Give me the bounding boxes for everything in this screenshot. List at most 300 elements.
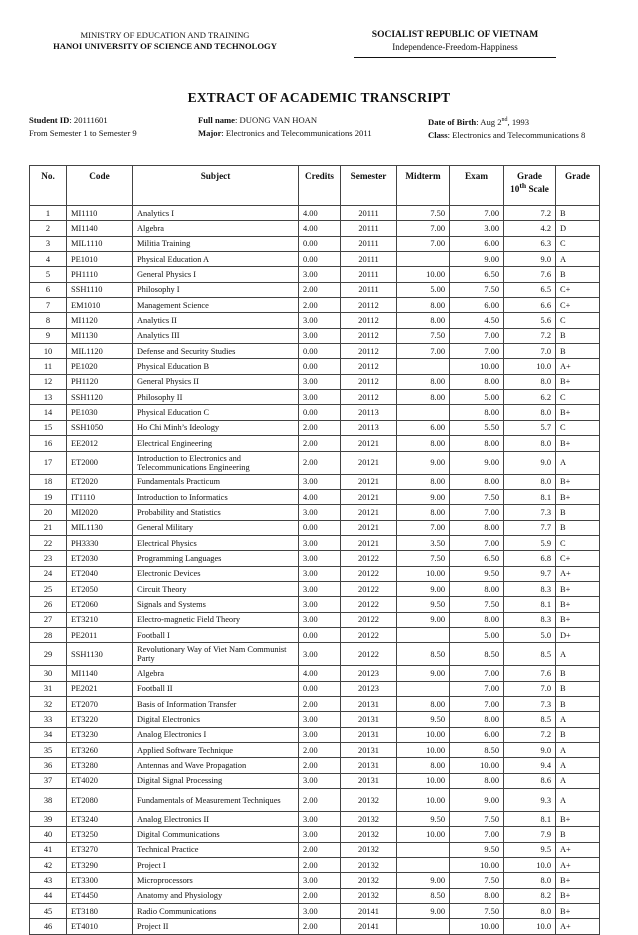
cell-grade: B xyxy=(556,681,600,696)
cell-no: 41 xyxy=(30,842,67,857)
cell-no: 28 xyxy=(30,627,67,642)
cell-semester: 20132 xyxy=(341,888,397,903)
cell-credits: 2.00 xyxy=(299,758,341,773)
col-midterm-header: Midterm xyxy=(397,166,450,206)
cell-credits: 4.00 xyxy=(299,666,341,681)
cell-grade: A xyxy=(556,643,600,666)
cell-midterm: 9.50 xyxy=(397,712,450,727)
table-row xyxy=(30,298,600,313)
cell-subject: Microprocessors xyxy=(133,873,299,888)
cell-semester: 20112 xyxy=(341,374,397,389)
cell-grade10: 6.3 xyxy=(504,236,556,251)
cell-grade10: 8.1 xyxy=(504,489,556,504)
cell-exam: 6.00 xyxy=(450,727,504,742)
cell-code: SSH1120 xyxy=(67,390,133,405)
cell-midterm: 8.00 xyxy=(397,313,450,328)
cell-grade: B xyxy=(556,520,600,535)
university-name: HANOI UNIVERSITY OF SCIENCE AND TECHNOLOGY xyxy=(53,41,277,51)
col-exam-header: Exam xyxy=(450,166,504,206)
cell-semester: 20132 xyxy=(341,842,397,857)
student-id-label: Student ID xyxy=(29,115,70,125)
cell-semester: 20141 xyxy=(341,919,397,934)
cell-code: ET2000 xyxy=(67,451,133,474)
cell-no: 24 xyxy=(30,566,67,581)
cell-semester: 20131 xyxy=(341,758,397,773)
cell-semester: 20131 xyxy=(341,696,397,711)
cell-midterm xyxy=(397,627,450,642)
cell-subject: Introduction to Informatics xyxy=(133,489,299,504)
cell-no: 3 xyxy=(30,236,67,251)
table-row xyxy=(30,904,600,919)
cell-grade: A xyxy=(556,743,600,758)
cell-midterm xyxy=(397,842,450,857)
cell-no: 5 xyxy=(30,267,67,282)
cell-semester: 20111 xyxy=(341,252,397,267)
cell-no: 43 xyxy=(30,873,67,888)
cell-exam: 7.50 xyxy=(450,282,504,297)
table-row xyxy=(30,842,600,857)
cell-exam: 8.00 xyxy=(450,581,504,596)
cell-credits: 2.00 xyxy=(299,451,341,474)
cell-semester: 20112 xyxy=(341,313,397,328)
cell-exam: 8.50 xyxy=(450,743,504,758)
cell-code: MI1140 xyxy=(67,221,133,236)
cell-midterm: 9.00 xyxy=(397,581,450,596)
cell-midterm: 8.00 xyxy=(397,474,450,489)
cell-no: 32 xyxy=(30,696,67,711)
cell-subject: Digital Signal Processing xyxy=(133,773,299,788)
cell-grade10: 5.9 xyxy=(504,535,556,550)
table-row xyxy=(30,858,600,873)
cell-subject: Programming Languages xyxy=(133,551,299,566)
table-row xyxy=(30,643,600,666)
cell-subject: General Physics II xyxy=(133,374,299,389)
cell-semester: 20122 xyxy=(341,566,397,581)
cell-code: PE1010 xyxy=(67,252,133,267)
cell-semester: 20132 xyxy=(341,789,397,812)
table-row xyxy=(30,743,600,758)
cell-grade10: 7.2 xyxy=(504,727,556,742)
cell-exam: 7.00 xyxy=(450,505,504,520)
cell-exam: 10.00 xyxy=(450,758,504,773)
cell-no: 18 xyxy=(30,474,67,489)
cell-exam: 6.50 xyxy=(450,551,504,566)
cell-subject: Technical Practice xyxy=(133,842,299,857)
cell-midterm: 10.00 xyxy=(397,743,450,758)
cell-subject: Analytics III xyxy=(133,328,299,343)
cell-code: ET3220 xyxy=(67,712,133,727)
cell-no: 45 xyxy=(30,904,67,919)
table-header-row xyxy=(30,166,600,206)
cell-semester: 20132 xyxy=(341,873,397,888)
cell-code: ET4020 xyxy=(67,773,133,788)
cell-code: PH3330 xyxy=(67,535,133,550)
cell-midterm: 8.00 xyxy=(397,758,450,773)
cell-code: ET3300 xyxy=(67,873,133,888)
cell-grade10: 7.7 xyxy=(504,520,556,535)
cell-grade: A+ xyxy=(556,566,600,581)
cell-midterm: 8.00 xyxy=(397,374,450,389)
cell-grade10: 7.0 xyxy=(504,681,556,696)
cell-code: ET2060 xyxy=(67,597,133,612)
cell-grade: B+ xyxy=(556,873,600,888)
cell-grade10: 8.3 xyxy=(504,612,556,627)
cell-subject: Anatomy and Physiology xyxy=(133,888,299,903)
cell-grade: A xyxy=(556,789,600,812)
cell-midterm: 7.00 xyxy=(397,221,450,236)
cell-grade10: 8.0 xyxy=(504,405,556,420)
cell-grade: C xyxy=(556,420,600,435)
table-row xyxy=(30,374,600,389)
cell-credits: 3.00 xyxy=(299,904,341,919)
cell-exam: 8.00 xyxy=(450,612,504,627)
cell-exam: 5.00 xyxy=(450,390,504,405)
cell-code: MI1130 xyxy=(67,328,133,343)
cell-midterm: 10.00 xyxy=(397,789,450,812)
cell-grade: B+ xyxy=(556,888,600,903)
cell-grade: B+ xyxy=(556,581,600,596)
cell-no: 2 xyxy=(30,221,67,236)
cell-semester: 20121 xyxy=(341,520,397,535)
cell-grade: C xyxy=(556,313,600,328)
cell-credits: 3.00 xyxy=(299,390,341,405)
cell-no: 36 xyxy=(30,758,67,773)
class-label: Class xyxy=(428,129,448,140)
cell-exam: 8.00 xyxy=(450,773,504,788)
table-row xyxy=(30,436,600,451)
cell-code: PH1110 xyxy=(67,267,133,282)
table-row xyxy=(30,812,600,827)
cell-grade: B+ xyxy=(556,597,600,612)
cell-exam: 6.50 xyxy=(450,267,504,282)
cell-midterm: 10.00 xyxy=(397,827,450,842)
cell-exam: 3.00 xyxy=(450,221,504,236)
table-row xyxy=(30,474,600,489)
cell-semester: 20122 xyxy=(341,643,397,666)
cell-grade: B xyxy=(556,666,600,681)
cell-grade: B+ xyxy=(556,489,600,504)
cell-code: MI1110 xyxy=(67,206,133,221)
table-row xyxy=(30,627,600,642)
cell-midterm: 9.00 xyxy=(397,666,450,681)
cell-code: ET3290 xyxy=(67,858,133,873)
cell-midterm: 8.00 xyxy=(397,505,450,520)
cell-semester: 20112 xyxy=(341,359,397,374)
cell-midterm: 8.00 xyxy=(397,436,450,451)
cell-midterm: 8.50 xyxy=(397,643,450,666)
cell-grade: B xyxy=(556,206,600,221)
cell-credits: 0.00 xyxy=(299,520,341,535)
col-subject-header: Subject xyxy=(133,166,299,206)
cell-subject: Analog Electronics I xyxy=(133,727,299,742)
cell-midterm: 8.00 xyxy=(397,390,450,405)
cell-semester: 20113 xyxy=(341,405,397,420)
cell-midterm: 9.00 xyxy=(397,873,450,888)
cell-grade10: 8.0 xyxy=(504,873,556,888)
col-semester-header: Semester xyxy=(341,166,397,206)
cell-midterm xyxy=(397,681,450,696)
cell-exam: 9.00 xyxy=(450,252,504,267)
cell-subject: Signals and Systems xyxy=(133,597,299,612)
cell-grade: B+ xyxy=(556,812,600,827)
dob-year: , 1993 xyxy=(507,116,530,127)
cell-semester: 20132 xyxy=(341,858,397,873)
cell-semester: 20141 xyxy=(341,904,397,919)
dob-value: : Aug 2 xyxy=(476,116,502,127)
cell-grade10: 6.2 xyxy=(504,390,556,405)
cell-credits: 2.00 xyxy=(299,842,341,857)
cell-no: 26 xyxy=(30,597,67,612)
cell-grade: A xyxy=(556,451,600,474)
document-title: EXTRACT OF ACADEMIC TRANSCRIPT xyxy=(187,90,451,105)
table-row xyxy=(30,359,600,374)
cell-no: 1 xyxy=(30,206,67,221)
cell-midterm: 8.50 xyxy=(397,888,450,903)
major-label: Major xyxy=(198,128,222,138)
cell-grade: C+ xyxy=(556,282,600,297)
cell-subject: Defense and Security Studies xyxy=(133,344,299,359)
cell-no: 20 xyxy=(30,505,67,520)
cell-subject: Electrical Physics xyxy=(133,535,299,550)
cell-semester: 20131 xyxy=(341,727,397,742)
cell-no: 46 xyxy=(30,919,67,934)
cell-grade10: 6.6 xyxy=(504,298,556,313)
cell-semester: 20131 xyxy=(341,773,397,788)
cell-exam: 8.00 xyxy=(450,520,504,535)
cell-midterm: 7.00 xyxy=(397,520,450,535)
cell-midterm: 7.00 xyxy=(397,236,450,251)
cell-grade10: 10.0 xyxy=(504,359,556,374)
cell-midterm: 9.50 xyxy=(397,597,450,612)
cell-code: MI2020 xyxy=(67,505,133,520)
cell-credits: 3.00 xyxy=(299,727,341,742)
cell-grade: B xyxy=(556,505,600,520)
cell-grade10: 8.0 xyxy=(504,904,556,919)
cell-no: 8 xyxy=(30,313,67,328)
cell-code: MIL1130 xyxy=(67,520,133,535)
cell-no: 33 xyxy=(30,712,67,727)
table-row xyxy=(30,873,600,888)
republic-header xyxy=(350,29,560,53)
cell-code: ET3250 xyxy=(67,827,133,842)
cell-grade10: 9.0 xyxy=(504,451,556,474)
cell-grade10: 8.0 xyxy=(504,474,556,489)
cell-credits: 0.00 xyxy=(299,627,341,642)
cell-grade10: 8.0 xyxy=(504,436,556,451)
table-row xyxy=(30,681,600,696)
cell-semester: 20123 xyxy=(341,681,397,696)
cell-grade: B+ xyxy=(556,612,600,627)
table-row xyxy=(30,206,600,221)
cell-grade: B+ xyxy=(556,904,600,919)
cell-exam: 8.00 xyxy=(450,474,504,489)
col-grade10-header: Grade 10th Scale xyxy=(504,166,556,206)
table-row xyxy=(30,344,600,359)
cell-exam: 5.50 xyxy=(450,420,504,435)
cell-code: SSH1110 xyxy=(67,282,133,297)
cell-credits: 0.00 xyxy=(299,681,341,696)
cell-credits: 3.00 xyxy=(299,267,341,282)
cell-semester: 20122 xyxy=(341,612,397,627)
cell-grade10: 8.1 xyxy=(504,812,556,827)
cell-exam: 5.00 xyxy=(450,627,504,642)
cell-exam: 7.50 xyxy=(450,812,504,827)
cell-subject: Project I xyxy=(133,858,299,873)
cell-subject: Football II xyxy=(133,681,299,696)
cell-credits: 3.00 xyxy=(299,773,341,788)
cell-no: 39 xyxy=(30,812,67,827)
cell-midterm xyxy=(397,252,450,267)
cell-midterm: 8.00 xyxy=(397,298,450,313)
cell-grade10: 5.0 xyxy=(504,627,556,642)
cell-subject: Philosophy II xyxy=(133,390,299,405)
cell-exam: 8.00 xyxy=(450,374,504,389)
cell-code: PE1020 xyxy=(67,359,133,374)
cell-exam: 7.00 xyxy=(450,535,504,550)
cell-code: PE2021 xyxy=(67,681,133,696)
cell-subject: Introduction to Electronics and Telecommunications Engineering xyxy=(133,451,299,474)
cell-midterm: 3.50 xyxy=(397,535,450,550)
cell-subject: Radio Communications xyxy=(133,904,299,919)
cell-grade10: 9.3 xyxy=(504,789,556,812)
cell-no: 25 xyxy=(30,581,67,596)
cell-grade: B+ xyxy=(556,374,600,389)
table-row xyxy=(30,282,600,297)
cell-semester: 20111 xyxy=(341,236,397,251)
cell-midterm: 9.50 xyxy=(397,812,450,827)
cell-semester: 20111 xyxy=(341,267,397,282)
cell-credits: 3.00 xyxy=(299,712,341,727)
major-value: : Electronics and Telecommunications 2011 xyxy=(221,128,372,138)
cell-code: ET3240 xyxy=(67,812,133,827)
table-row xyxy=(30,666,600,681)
cell-semester: 20132 xyxy=(341,812,397,827)
cell-credits: 2.00 xyxy=(299,789,341,812)
table-row xyxy=(30,313,600,328)
cell-no: 38 xyxy=(30,789,67,812)
cell-grade: C+ xyxy=(556,298,600,313)
cell-exam: 10.00 xyxy=(450,359,504,374)
cell-credits: 0.00 xyxy=(299,359,341,374)
cell-subject: Antennas and Wave Propagation xyxy=(133,758,299,773)
cell-no: 29 xyxy=(30,643,67,666)
cell-exam: 7.50 xyxy=(450,873,504,888)
cell-subject: Probability and Statistics xyxy=(133,505,299,520)
table-row xyxy=(30,505,600,520)
cell-subject: Algebra xyxy=(133,221,299,236)
cell-code: ET3270 xyxy=(67,842,133,857)
cell-subject: Analytics II xyxy=(133,313,299,328)
cell-code: EE2012 xyxy=(67,436,133,451)
cell-grade10: 8.6 xyxy=(504,773,556,788)
table-row xyxy=(30,267,600,282)
cell-code: PE2011 xyxy=(67,627,133,642)
cell-exam: 7.00 xyxy=(450,344,504,359)
table-row xyxy=(30,520,600,535)
table-row xyxy=(30,566,600,581)
cell-grade10: 8.5 xyxy=(504,643,556,666)
cell-credits: 0.00 xyxy=(299,236,341,251)
col-code-header: Code xyxy=(67,166,133,206)
cell-code: ET2050 xyxy=(67,581,133,596)
cell-subject: Physical Education A xyxy=(133,252,299,267)
table-row xyxy=(30,696,600,711)
cell-no: 44 xyxy=(30,888,67,903)
cell-credits: 2.00 xyxy=(299,298,341,313)
cell-semester: 20113 xyxy=(341,420,397,435)
student-id-block xyxy=(29,114,137,140)
cell-grade10: 9.0 xyxy=(504,743,556,758)
cell-grade: B xyxy=(556,827,600,842)
cell-midterm: 9.00 xyxy=(397,451,450,474)
cell-credits: 2.00 xyxy=(299,888,341,903)
cell-credits: 2.00 xyxy=(299,743,341,758)
cell-exam: 6.00 xyxy=(450,298,504,313)
cell-no: 6 xyxy=(30,282,67,297)
cell-semester: 20121 xyxy=(341,451,397,474)
cell-semester: 20122 xyxy=(341,551,397,566)
cell-semester: 20131 xyxy=(341,743,397,758)
cell-exam: 9.00 xyxy=(450,451,504,474)
cell-subject: Fundamentals Practicum xyxy=(133,474,299,489)
cell-code: ET2070 xyxy=(67,696,133,711)
cell-subject: Management Science xyxy=(133,298,299,313)
table-row xyxy=(30,405,600,420)
cell-midterm xyxy=(397,919,450,934)
cell-credits: 3.00 xyxy=(299,812,341,827)
cell-grade: A xyxy=(556,773,600,788)
cell-exam: 9.00 xyxy=(450,789,504,812)
cell-credits: 3.00 xyxy=(299,328,341,343)
cell-grade: C+ xyxy=(556,551,600,566)
cell-exam: 8.50 xyxy=(450,643,504,666)
cell-grade: C xyxy=(556,236,600,251)
cell-code: PE1030 xyxy=(67,405,133,420)
cell-semester: 20121 xyxy=(341,535,397,550)
cell-code: ET2020 xyxy=(67,474,133,489)
table-row xyxy=(30,420,600,435)
table-row xyxy=(30,328,600,343)
table-row xyxy=(30,612,600,627)
table-row xyxy=(30,712,600,727)
cell-midterm: 8.00 xyxy=(397,696,450,711)
cell-exam: 7.00 xyxy=(450,328,504,343)
cell-semester: 20132 xyxy=(341,827,397,842)
table-row xyxy=(30,727,600,742)
cell-exam: 4.50 xyxy=(450,313,504,328)
cell-credits: 4.00 xyxy=(299,206,341,221)
cell-midterm: 10.00 xyxy=(397,566,450,581)
cell-grade10: 6.5 xyxy=(504,282,556,297)
full-name-label: Full name xyxy=(198,115,236,125)
cell-semester: 20112 xyxy=(341,328,397,343)
cell-semester: 20111 xyxy=(341,282,397,297)
cell-no: 15 xyxy=(30,420,67,435)
cell-grade10: 10.0 xyxy=(504,858,556,873)
cell-subject: Analog Electronics II xyxy=(133,812,299,827)
cell-grade10: 8.0 xyxy=(504,374,556,389)
cell-code: PH1120 xyxy=(67,374,133,389)
cell-no: 22 xyxy=(30,535,67,550)
table-row xyxy=(30,390,600,405)
cell-credits: 3.00 xyxy=(299,551,341,566)
cell-midterm: 9.00 xyxy=(397,904,450,919)
cell-exam: 8.00 xyxy=(450,888,504,903)
cell-semester: 20112 xyxy=(341,390,397,405)
cell-midterm: 7.50 xyxy=(397,206,450,221)
table-row xyxy=(30,919,600,934)
cell-code: SSH1050 xyxy=(67,420,133,435)
